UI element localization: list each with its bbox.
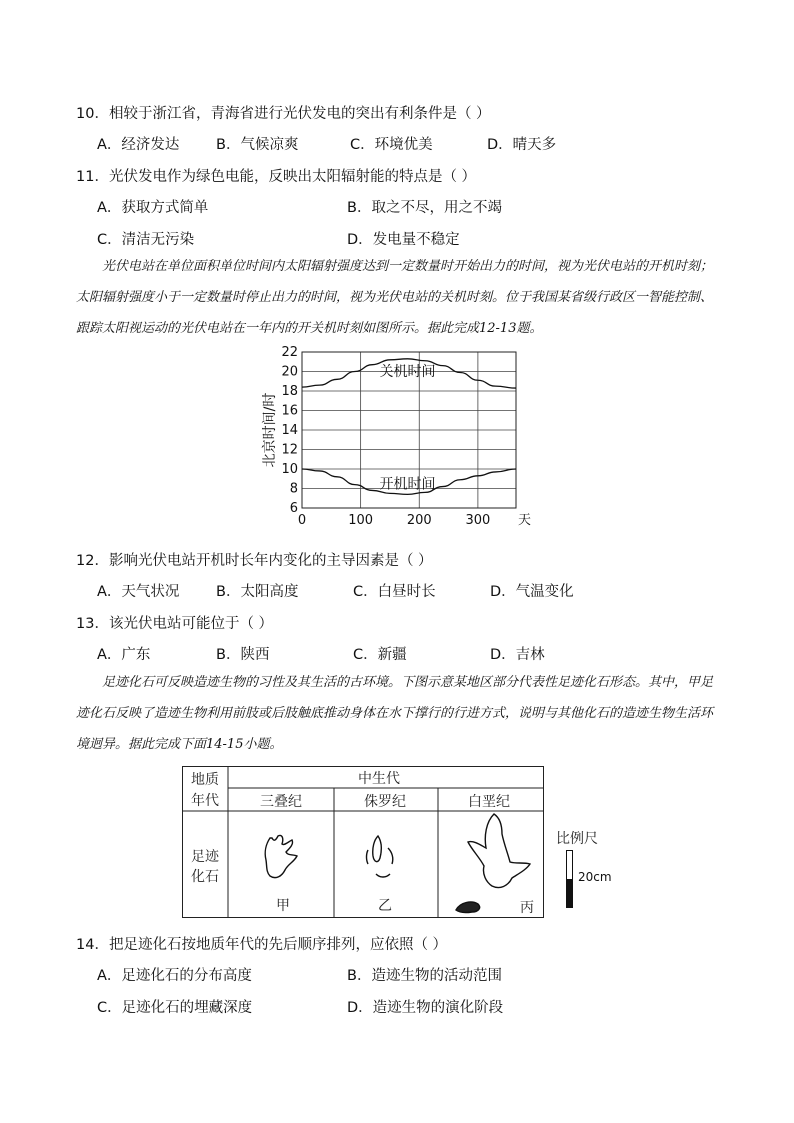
chart-xtick-label: 300 bbox=[465, 513, 491, 528]
question-13-stem: 13．该光伏电站可能位于（ ） bbox=[76, 616, 274, 632]
chart-ytick-label: 22 bbox=[281, 345, 298, 360]
question-10-option-d: D．晴天多 bbox=[487, 137, 557, 153]
question-14-option-a: A．足迹化石的分布高度 bbox=[97, 968, 252, 984]
question-10-option-c: C．环境优美 bbox=[350, 137, 433, 153]
fossil-label-bing: 丙 bbox=[520, 900, 534, 916]
era-header-line2: 年代 bbox=[191, 793, 219, 809]
chart-ytick-label: 18 bbox=[281, 384, 298, 399]
question-12-option-a: A．天气状况 bbox=[97, 584, 180, 600]
question-13-option-a: A．广东 bbox=[97, 647, 151, 663]
question-12-option-d: D．气温变化 bbox=[490, 584, 574, 600]
question-13-option-d: D．吉林 bbox=[490, 647, 545, 663]
scale-bar bbox=[566, 850, 573, 908]
material-paragraph-2: 足迹化石可反映造迹生物的习性及其生活的古环境。下图示意某地区部分代表性足迹化石形态。其中，甲足迹化石反映了造迹生物利用前肢或后肢触底推动身体在水下撑行的行进方式，说明与其他化石的造迹生物生活环境迥异。据此完成下面14-15小题。 bbox=[76, 675, 714, 752]
question-10-option-a: A．经济发达 bbox=[97, 137, 180, 153]
question-14-option-c: C．足迹化石的埋藏深度 bbox=[97, 1000, 253, 1016]
row-label-line1: 足迹 bbox=[191, 849, 219, 865]
question-11-option-a: A．获取方式简单 bbox=[97, 200, 209, 216]
solar-station-chart bbox=[258, 342, 538, 532]
question-10-stem: 10．相较于浙江省，青海省进行光伏发电的突出有利条件是（ ） bbox=[76, 106, 491, 122]
material-paragraph-1: 光伏电站在单位面积单位时间内太阳辐射强度达到一定数量时开始出力的时间，视为光伏电站的开机时刻；太阳辐射强度小于一定数量时停止出力的时间，视为光伏电站的关机时刻。位于我国某省级行政区一智能控制、跟踪太阳视运动的光伏电站在一年内的开关机时刻如图所示。据此完成12-13题。 bbox=[76, 259, 714, 336]
chart-xtick-label: 100 bbox=[348, 513, 374, 528]
question-14-option-b: B．造迹生物的活动范围 bbox=[347, 968, 502, 984]
chart-xtick-label: 0 bbox=[297, 513, 307, 528]
question-12-option-b: B．太阳高度 bbox=[216, 584, 299, 600]
chart-ytick-label: 12 bbox=[281, 442, 298, 458]
period-cretaceous: 白垩纪 bbox=[468, 794, 510, 810]
era-mesozoic: 中生代 bbox=[358, 771, 400, 787]
question-14-option-d: D．造迹生物的演化阶段 bbox=[347, 1000, 504, 1016]
fossil-label-yi: 乙 bbox=[378, 898, 392, 914]
chart-xtick-label: 200 bbox=[406, 513, 432, 528]
scale-value: 20cm bbox=[578, 870, 612, 884]
question-13-option-b: B．陕西 bbox=[216, 647, 270, 663]
chart-ytick-label: 16 bbox=[281, 403, 298, 419]
chart-series-label: 开机时间 bbox=[379, 476, 436, 493]
chart-ytick-label: 20 bbox=[281, 364, 298, 380]
question-12-option-c: C．白昼时长 bbox=[353, 584, 436, 600]
era-header-line1: 地质 bbox=[191, 772, 219, 788]
fossil-table-grid bbox=[182, 766, 544, 918]
question-14-stem: 14．把足迹化石按地质年代的先后顺序排列，应依照（ ） bbox=[76, 937, 448, 953]
chart-ytick-label: 10 bbox=[281, 462, 298, 477]
chart-ytick-label: 6 bbox=[289, 501, 298, 516]
fossil-label-jia: 甲 bbox=[276, 898, 290, 914]
row-label-line2: 化石 bbox=[191, 869, 219, 885]
question-11-option-b: B．取之不尽，用之不竭 bbox=[347, 200, 502, 216]
chart-ytick-label: 14 bbox=[281, 423, 298, 438]
chart-series-label: 关机时间 bbox=[379, 363, 436, 380]
chart-ytick-label: 8 bbox=[289, 481, 298, 497]
fossil-yi-drawing bbox=[367, 836, 393, 877]
period-triassic: 三叠纪 bbox=[260, 794, 302, 810]
question-11-option-c: C．清洁无污染 bbox=[97, 232, 195, 248]
question-12-stem: 12．影响光伏电站开机时长年内变化的主导因素是（ ） bbox=[76, 553, 433, 569]
fossil-table bbox=[182, 766, 544, 918]
question-13-option-c: C．新疆 bbox=[353, 647, 407, 663]
question-11-stem: 11．光伏发电作为绿色电能，反映出太阳辐射能的特点是（ ） bbox=[76, 169, 477, 185]
chart-xlabel: 天 bbox=[518, 513, 532, 528]
fossil-bing-drawing bbox=[456, 814, 530, 913]
fossil-jia-drawing bbox=[265, 835, 297, 877]
question-10-option-b: B．气候凉爽 bbox=[216, 137, 299, 153]
period-jurassic: 侏罗纪 bbox=[364, 794, 406, 810]
scale-label: 比例尺 bbox=[556, 831, 598, 847]
question-11-option-d: D．发电量不稳定 bbox=[347, 232, 460, 248]
chart-ylabel: 北京时间/时 bbox=[262, 392, 278, 468]
